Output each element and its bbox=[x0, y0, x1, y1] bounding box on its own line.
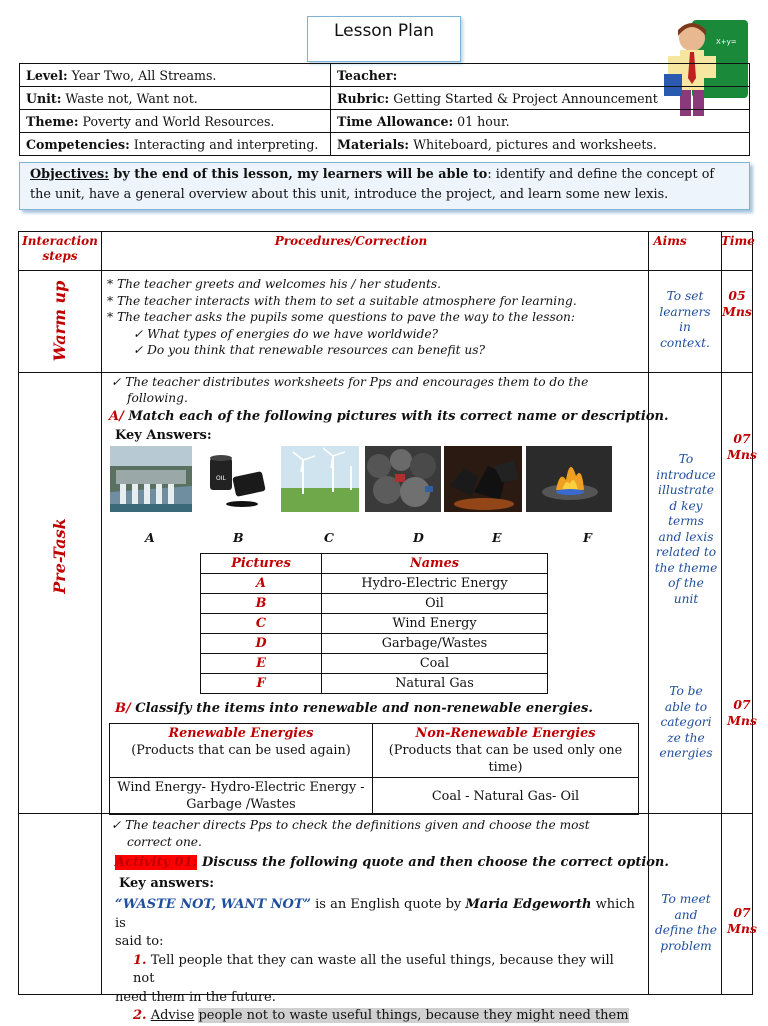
rubric-cell: Rubric: Getting Started & Project Announcement bbox=[331, 87, 750, 110]
gas-stove-image bbox=[526, 446, 612, 512]
pretask-time-2: 07 Mns bbox=[727, 697, 757, 728]
letter-d: D bbox=[413, 530, 424, 545]
garbage-image bbox=[365, 446, 441, 512]
lesson-info-table bbox=[19, 63, 750, 156]
title-box bbox=[307, 16, 461, 62]
pretask-intro: ✓ The teacher distributes worksheets for Pps and encourages them to do the following. bbox=[111, 375, 589, 405]
pretask-time-1: 07 Mns bbox=[727, 431, 757, 462]
key-answers-label: Key Answers: bbox=[115, 428, 212, 443]
table-row: D Garbage/Wastes bbox=[201, 634, 548, 654]
letter-b: B bbox=[233, 530, 244, 545]
non-renewable-items-cell: Coal - Natural Gas- Oil bbox=[373, 778, 639, 815]
level-cell: Level: Year Two, All Streams. bbox=[20, 64, 331, 87]
warmup-lines: * The teacher greets and welcomes his / her students. * The teacher interacts with them to set a suitable atmosphere for learning. * The teacher asks the pupils some questions to pave the way to the lesson: ✓ What types of energies do we have worldwide? ✓ Do you think that renewable resources can benefit us? bbox=[107, 277, 577, 357]
oil-barrels-image bbox=[202, 446, 272, 512]
competencies-cell: Competencies: Interacting and interpreting. bbox=[20, 133, 331, 156]
letter-e: E bbox=[492, 530, 502, 545]
procedures-table bbox=[18, 231, 757, 1023]
table-row: F Natural Gas bbox=[201, 674, 548, 694]
table-row: E Coal bbox=[201, 654, 548, 674]
header-procedures: Procedures/Correction bbox=[274, 234, 428, 248]
wind-turbines-image bbox=[281, 446, 359, 512]
key-answers-label-2: Key answers: bbox=[119, 876, 214, 891]
stage-warm-up: Warm up bbox=[50, 280, 69, 362]
warmup-time: 05 Mns bbox=[722, 288, 752, 319]
table-row: A Hydro-Electric Energy bbox=[201, 574, 548, 594]
unit-cell: Unit: Waste not, Want not. bbox=[20, 87, 331, 110]
letter-a: A bbox=[145, 530, 155, 545]
svg-text:X+y=: X+y= bbox=[716, 38, 737, 46]
time-allowance-cell: Time Allowance: 01 hour. bbox=[331, 110, 750, 133]
header-aims: Aims bbox=[653, 234, 687, 248]
activity-aim: To meet and define the problem bbox=[654, 892, 718, 953]
objectives-box: Objectives: by the end of this lesson, my learners will be able to: identify and define the concept of the unit, have a general overview about this unit, introduce the project, and learn some new lexis. bbox=[19, 162, 750, 210]
header-interaction-steps: Interaction steps bbox=[22, 234, 98, 263]
table-row: C Wind Energy bbox=[201, 614, 548, 634]
pretask-aim-1: To introduce illustrate d key terms and lexis related to the theme of the unit bbox=[654, 452, 718, 606]
activity-intro: ✓ The teacher directs Pps to check the definitions given and choose the most correct one. bbox=[111, 818, 590, 849]
page-title: Lesson Plan bbox=[333, 21, 435, 41]
renewable-items-cell: Wind Energy- Hydro-Electric Energy - Garbage /Wastes bbox=[110, 778, 373, 815]
pretask-aim-2: To be able to categori ze the energies bbox=[659, 684, 713, 760]
activity-b-title: B/ Classify the items into renewable and non-renewable energies. bbox=[115, 701, 593, 716]
teacher-cell: Teacher: bbox=[331, 64, 750, 87]
warmup-aim: To set learners in context. bbox=[659, 289, 711, 350]
activity-a-title: A/ Match each of the following pictures with its correct name or description. bbox=[109, 409, 669, 424]
letter-c: C bbox=[324, 530, 334, 545]
quote-text: “WASTE NOT, WANT NOT” is an English quote by Maria Edgeworth which is said to: 1. Tell people that they can waste all the useful things, because they will not need them in the future. 2. Advise people not to waste useful things, because they might need them bbox=[115, 897, 635, 1023]
letter-f: F bbox=[583, 530, 592, 545]
stage-pre-task: Pre-Task bbox=[50, 518, 69, 594]
dam-image bbox=[110, 446, 192, 512]
svg-text:OIL: OIL bbox=[216, 475, 226, 482]
materials-cell: Materials: Whiteboard, pictures and worksheets. bbox=[331, 133, 750, 156]
col-header-names: Names bbox=[322, 554, 548, 574]
theme-cell: Theme: Poverty and World Resources. bbox=[20, 110, 331, 133]
matching-answers-table bbox=[200, 553, 548, 694]
activity-01-title: Activity 01: Discuss the following quote and then choose the correct option. bbox=[115, 855, 669, 870]
non-renewable-header-cell: Non-Renewable Energies (Products that can be used only one time) bbox=[373, 724, 639, 778]
col-header-pictures: Pictures bbox=[201, 554, 322, 574]
coal-image bbox=[444, 446, 522, 512]
header-time: Time bbox=[721, 234, 755, 248]
table-row: B Oil bbox=[201, 594, 548, 614]
classification-table bbox=[109, 723, 639, 815]
activity-time: 07 Mns bbox=[727, 905, 757, 936]
renewable-header-cell: Renewable Energies (Products that can be used again) bbox=[110, 724, 373, 778]
